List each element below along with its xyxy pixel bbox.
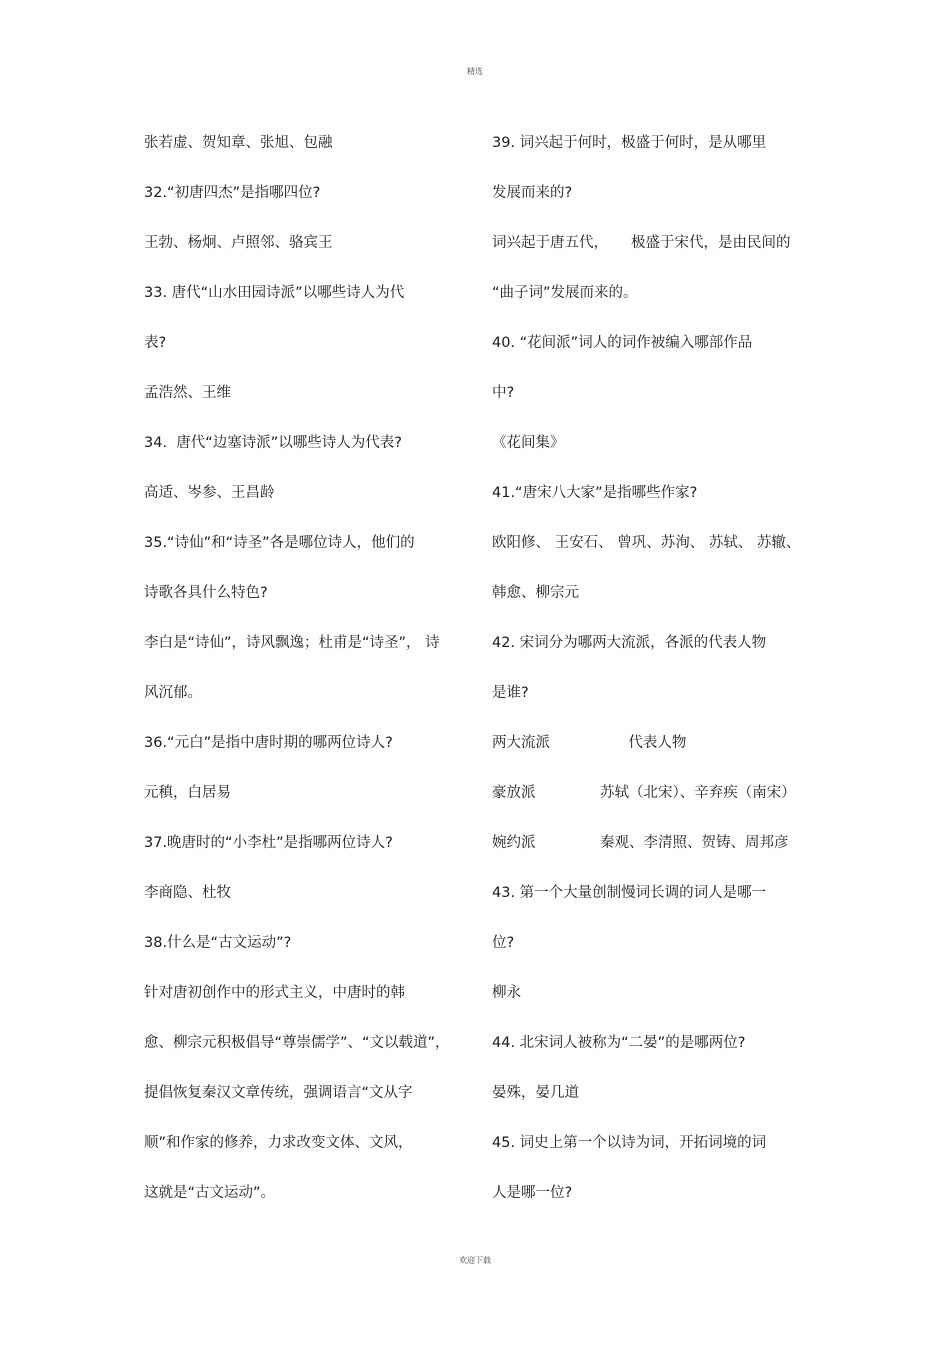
text-line: 37.晚唐时的“小李杜”是指哪两位诗人?: [144, 835, 393, 851]
text-line: 这就是“古文运动”。: [144, 1185, 276, 1201]
text-line: 33. 唐代“山水田园诗派”以哪些诗人为代: [144, 285, 405, 301]
text-line: 32.“初唐四杰”是指哪四位?: [144, 185, 321, 201]
right-column: [492, 128, 822, 1228]
text-line: 晏殊，晏几道: [492, 1085, 579, 1101]
text-line: 王勃、杨炯、卢照邻、骆宾王: [144, 235, 333, 251]
text-line: 提倡恢复秦汉文章传统，强调语言“文从字: [144, 1085, 413, 1101]
text-line: 针对唐初创作中的形式主义，中唐时的韩: [144, 985, 405, 1001]
text-line: 是谁?: [492, 685, 529, 701]
text-line: 43. 第一个大量创制慢词长调的词人是哪一: [492, 885, 767, 901]
text-line: 位?: [492, 935, 515, 951]
text-line: 39. 词兴起于何时，极盛于何时，是从哪里: [492, 135, 767, 151]
text-line: 发展而来的?: [492, 185, 573, 201]
text-line: 李商隐、杜牧: [144, 885, 231, 901]
text-line: 高适、岑参、王昌龄: [144, 485, 275, 501]
text-line: 42. 宋词分为哪两大流派，各派的代表人物: [492, 635, 767, 651]
text-line: 元稹，白居易: [144, 785, 231, 801]
text-line: 愈、柳宗元积极倡导“尊崇儒学”、“文以载道”，: [144, 1035, 450, 1051]
text-line: 风沉郁。: [144, 685, 202, 701]
text-line: 顺”和作家的修养，力求改变文体、文风，: [144, 1135, 413, 1151]
text-line: 欧阳修、 王安石、 曾巩、苏洵、 苏轼、 苏辙、: [492, 535, 801, 551]
text-line: 诗歌各具什么特色?: [144, 585, 268, 601]
text-line: 38.什么是“古文运动”?: [144, 935, 292, 951]
text-line: 婉约派 秦观、李清照、贺铸、周邦彦: [492, 835, 789, 851]
text-line: 词兴起于唐五代， 极盛于宋代，是由民间的: [492, 235, 791, 251]
text-line: 张若虚、贺知章、张旭、包融: [144, 135, 333, 151]
text-line: 韩愈、柳宗元: [492, 585, 579, 601]
text-line: 李白是“诗仙”，诗风飘逸；杜甫是“诗圣”， 诗: [144, 635, 440, 651]
text-line: 《花间集》: [492, 435, 565, 451]
text-line: 豪放派 苏轼（北宋）、辛弃疾（南宋）: [492, 785, 796, 801]
text-line: 44. 北宋词人被称为“二晏”的是哪两位?: [492, 1035, 746, 1051]
text-line: 孟浩然、王维: [144, 385, 231, 401]
text-line: 45. 词史上第一个以诗为词，开拓词境的词: [492, 1135, 767, 1151]
text-line: 34. 唐代“边塞诗派”以哪些诗人为代表?: [144, 435, 402, 451]
left-column: [144, 128, 474, 1228]
text-line: 人是哪一位?: [492, 1185, 573, 1201]
text-line: 两大流派 代表人物: [492, 735, 687, 751]
page-header-mark: 精选: [467, 67, 483, 76]
text-line: 中?: [492, 385, 515, 401]
text-line: 柳永: [492, 985, 521, 1001]
text-line: “曲子词”发展而来的。: [492, 285, 638, 301]
text-line: 36.“元白”是指中唐时期的哪两位诗人?: [144, 735, 393, 751]
text-line: 表?: [144, 335, 167, 351]
text-line: 41.“唐宋八大家”是指哪些作家?: [492, 485, 698, 501]
text-line: 40. “花间派”词人的词作被编入哪部作品: [492, 335, 753, 351]
text-line: 35.“诗仙”和“诗圣”各是哪位诗人，他们的: [144, 535, 415, 551]
page-footer-mark: 欢迎下载: [459, 1256, 491, 1265]
